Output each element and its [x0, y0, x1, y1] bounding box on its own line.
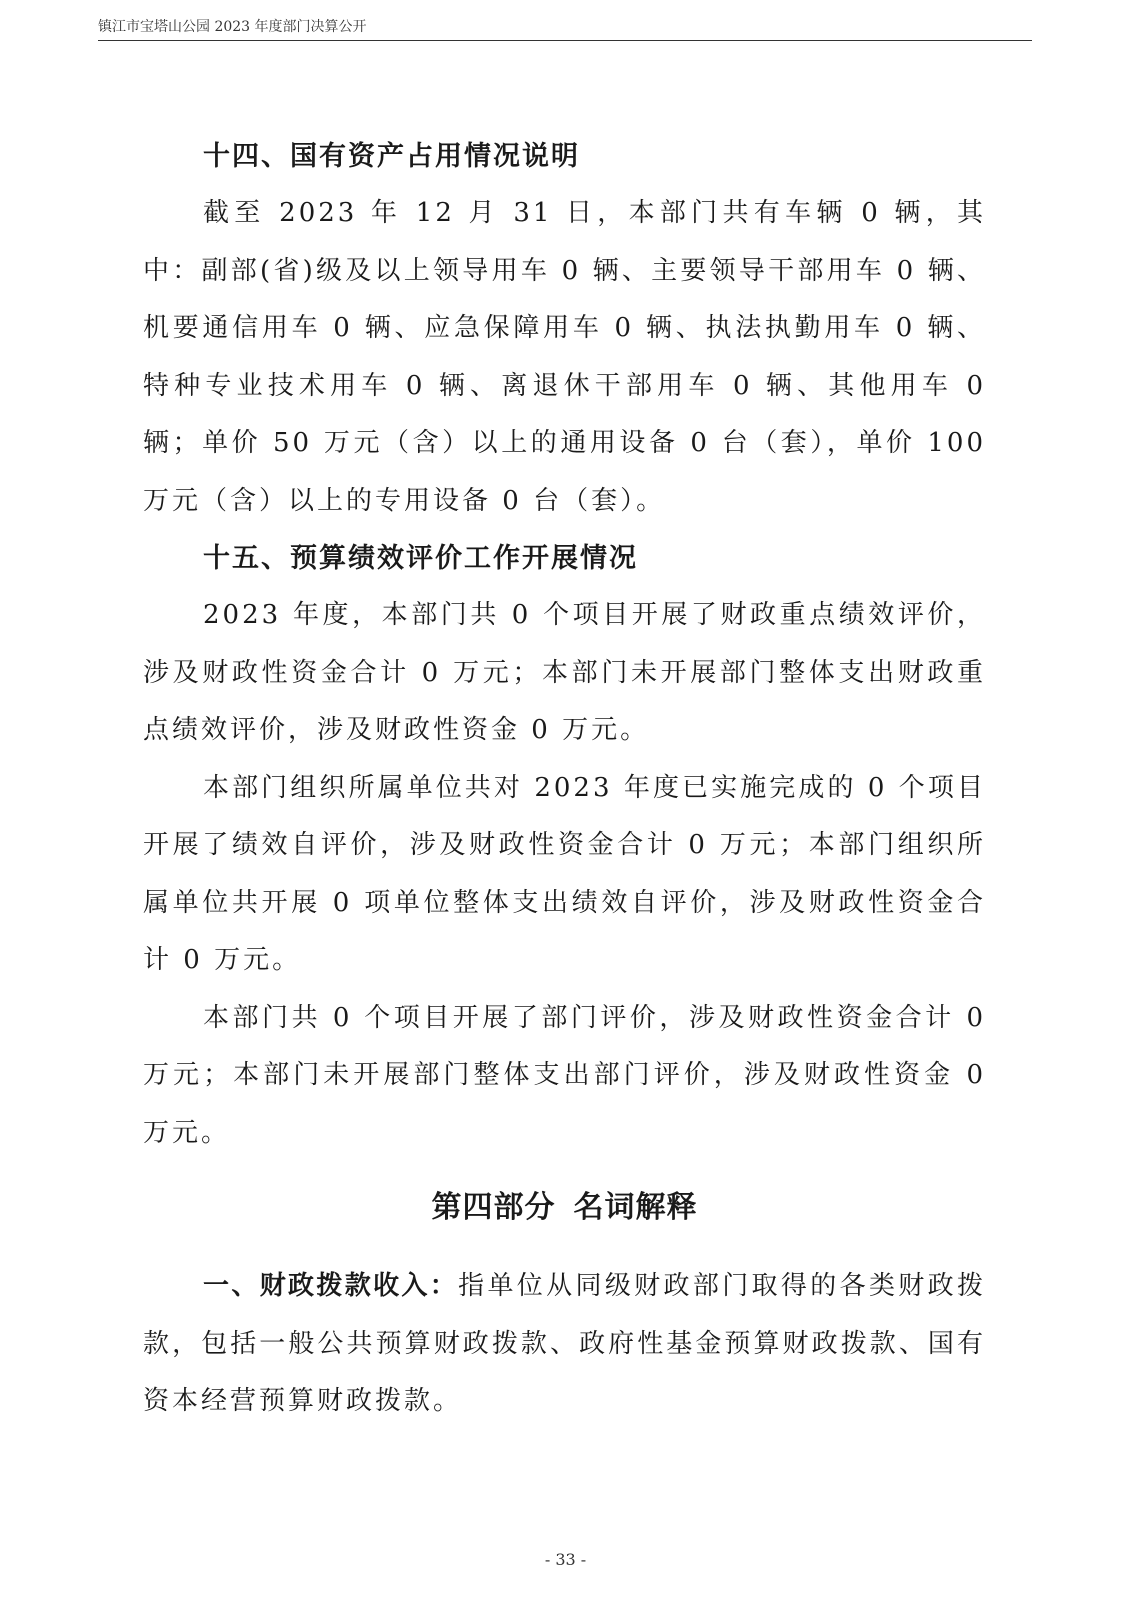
part-4-title-name: 名词解释: [573, 1190, 698, 1225]
part-4-title: [143, 1182, 986, 1234]
section-15-heading: 十五、预算绩效评价工作开展情况: [203, 543, 638, 574]
section-15-paragraph-2: 本部门组织所属单位共对 2023 年度已实施完成的 0 个项目开展了绩效自评价，涉及财政性资金合计 0 万元；本部门组织所属单位共开展 0 项单位整体支出绩效自评价，涉及财政性资金合计 0 万元。: [143, 772, 986, 975]
section-14-heading: 十四、国有资产占用情况说明: [203, 141, 580, 172]
term-1-paragraph: [143, 1258, 986, 1431]
section-14-paragraph: 截至 2023 年 12 月 31 日，本部门共有车辆 0 辆，其中：副部(省)级及以上领导用车 0 辆、主要领导干部用车 0 辆、机要通信用车 0 辆、应急保障用车 0 辆、执法执勤用车 0 辆、特种专业技术用车 0 辆、离退休干部用车 0 辆、其他用车 0 辆；单价 50 万元（含）以上的通用设备 0 台（套），单价 100 万元（含）以上的专用设备 0 台（套）。: [143, 198, 986, 516]
page-header: [98, 14, 1032, 41]
part-4-title-number: 第四部分: [431, 1190, 556, 1225]
term-1-label: 一、财政拨款收入：: [203, 1271, 459, 1301]
page-number: - 33 -: [544, 1550, 587, 1569]
header-title: 镇江市宝塔山公园 2023 年度部门决算公开: [98, 19, 367, 35]
section-15-paragraph-1: 2023 年度，本部门共 0 个项目开展了财政重点绩效评价，涉及财政性资金合计 0 万元；本部门未开展部门整体支出财政重点绩效评价，涉及财政性资金 0 万元。: [143, 600, 986, 745]
document-body: [143, 128, 986, 1431]
section-15-paragraph-3: 本部门共 0 个项目开展了部门评价，涉及财政性资金合计 0 万元；本部门未开展部门整体支出部门评价，涉及财政性资金 0 万元。: [143, 1002, 986, 1148]
term-1-definition: 指单位从同级财政部门取得的各类财政拨款，包括一般公共预算财政拨款、政府性基金预算财政拨款、国有资本经营预算财政拨款。: [143, 1271, 986, 1416]
